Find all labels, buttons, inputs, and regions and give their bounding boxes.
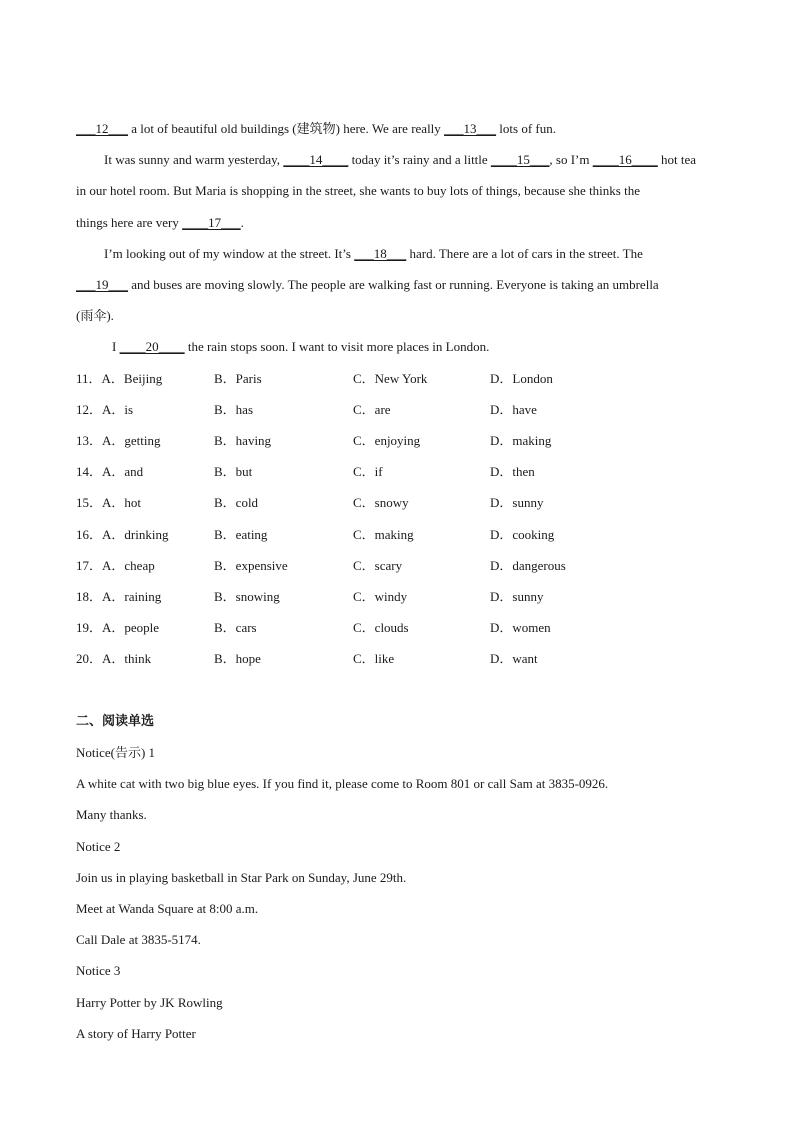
- cloze-paragraph-line: [104, 246, 643, 262]
- option-row: [76, 433, 716, 449]
- option-c[interactable]: C．windy: [353, 588, 408, 604]
- question-number-and-option-a: [76, 433, 161, 449]
- question-number: 16．: [76, 526, 103, 542]
- question-number: 19．: [76, 619, 103, 635]
- question-number-and-option-a: [76, 651, 151, 667]
- option-c[interactable]: C．making: [353, 526, 414, 542]
- passage-line: Notice(告示) 1: [76, 745, 156, 760]
- passage-line: Many thanks.: [76, 807, 147, 823]
- option-a[interactable]: A．Beijing: [101, 371, 163, 386]
- option-d[interactable]: D．making: [490, 433, 552, 449]
- cloze-paragraph-line: [104, 152, 696, 168]
- passage-line: Call Dale at 3835-5174.: [76, 932, 201, 948]
- option-b[interactable]: B．having: [214, 433, 272, 449]
- option-c[interactable]: C．scary: [353, 557, 403, 573]
- option-row: [76, 495, 716, 511]
- question-number: 20．: [76, 650, 103, 666]
- cloze-paragraph-line: (雨伞).: [76, 308, 114, 323]
- cloze-paragraph-line: [76, 215, 244, 231]
- option-b[interactable]: B．eating: [214, 526, 268, 542]
- option-d[interactable]: D．have: [490, 402, 537, 418]
- text-segment: a lot of beautiful old buildings (建筑物) here. We are really: [128, 121, 445, 136]
- question-number: 12．: [76, 402, 103, 418]
- blank-20: ____20____: [119, 339, 185, 354]
- option-row: [76, 527, 716, 543]
- text-segment: the rain stops soon. I want to visit more places in London.: [184, 339, 490, 354]
- option-d[interactable]: D．cooking: [490, 526, 555, 542]
- option-a[interactable]: A．getting: [102, 433, 161, 449]
- option-row: [76, 402, 716, 418]
- cloze-paragraph-line: [76, 277, 659, 293]
- option-c[interactable]: C．snowy: [353, 495, 409, 511]
- blank-18: ___18___: [354, 246, 407, 261]
- text-segment: lots of fun.: [496, 121, 556, 136]
- text-segment: I’m looking out of my window at the street. It’s: [104, 246, 355, 261]
- option-a[interactable]: A．hot: [102, 495, 142, 511]
- passage-line: Harry Potter by JK Rowling: [76, 994, 223, 1010]
- text-segment: I: [112, 339, 120, 354]
- text-segment: It was sunny and warm yesterday,: [104, 152, 284, 167]
- question-number: 14．: [76, 464, 103, 480]
- text-segment: today it’s rainy and a little: [348, 152, 491, 167]
- option-c[interactable]: C．are: [353, 402, 391, 418]
- blank-17: ____17___: [182, 215, 241, 230]
- blank-16: ____16____: [592, 152, 658, 167]
- option-c[interactable]: C．like: [353, 650, 395, 666]
- option-d[interactable]: D．London: [490, 371, 553, 386]
- option-d[interactable]: D．dangerous: [490, 557, 566, 573]
- text-segment: .: [240, 215, 244, 230]
- option-b[interactable]: B．hope: [214, 650, 261, 666]
- question-number-and-option-a: [76, 527, 168, 543]
- option-b[interactable]: B．snowing: [214, 588, 280, 604]
- question-number: 13．: [76, 433, 103, 449]
- option-d[interactable]: D．sunny: [490, 495, 544, 511]
- text-segment: , so I’m: [549, 152, 593, 167]
- option-b[interactable]: B．cars: [214, 619, 257, 635]
- option-row: [76, 651, 716, 667]
- option-b[interactable]: B．but: [214, 464, 253, 480]
- passage-line: A story of Harry Potter: [76, 1025, 196, 1041]
- question-number: 15．: [76, 495, 103, 511]
- question-number-and-option-a: [76, 402, 133, 418]
- option-d[interactable]: D．want: [490, 650, 538, 666]
- option-row: [76, 620, 716, 636]
- option-c[interactable]: C．if: [353, 464, 383, 480]
- question-number-and-option-a: [76, 620, 159, 636]
- option-row: [76, 558, 716, 574]
- option-a[interactable]: A．think: [102, 650, 152, 666]
- blank-12: ___12___: [76, 121, 128, 136]
- text-segment: things here are very: [76, 215, 183, 230]
- option-row: [76, 371, 716, 387]
- cloze-paragraph-line: [112, 339, 489, 355]
- question-number: 18．: [76, 588, 103, 604]
- question-number-and-option-a: [76, 558, 155, 574]
- question-number: 17．: [76, 557, 103, 573]
- text-segment: hard. There are a lot of cars in the street. The: [406, 246, 643, 261]
- option-row: [76, 464, 716, 480]
- passage-line: Notice 2: [76, 838, 121, 854]
- option-a[interactable]: A．drinking: [102, 526, 169, 542]
- option-d[interactable]: D．sunny: [490, 588, 544, 604]
- cloze-paragraph-line: [76, 121, 556, 137]
- option-c[interactable]: C．enjoying: [353, 433, 421, 449]
- text-segment: hot tea: [657, 152, 697, 167]
- option-a[interactable]: A．is: [102, 402, 134, 418]
- question-number-and-option-a: [76, 464, 143, 480]
- option-a[interactable]: A．cheap: [102, 557, 155, 573]
- option-a[interactable]: A．raining: [102, 588, 162, 604]
- option-a[interactable]: A．and: [102, 464, 144, 480]
- passage-line: Join us in playing basketball in Star Park on Sunday, June 29th.: [76, 869, 407, 885]
- option-b[interactable]: B．cold: [214, 495, 259, 511]
- option-d[interactable]: D．women: [490, 619, 551, 635]
- blank-19: ___19___: [76, 277, 128, 292]
- option-b[interactable]: B．expensive: [214, 557, 288, 573]
- question-number-and-option-a: [76, 589, 161, 605]
- passage-line: Meet at Wanda Square at 8:00 a.m.: [76, 901, 259, 916]
- option-b[interactable]: B．has: [214, 402, 254, 418]
- option-row: [76, 589, 716, 605]
- question-number: 11．: [76, 371, 102, 386]
- question-number-and-option-a: [76, 495, 141, 511]
- passage-line: A white cat with two big blue eyes. If you find it, please come to Room 801 or call Sam at 3835-0926.: [76, 776, 609, 792]
- blank-14: ____14____: [283, 152, 349, 167]
- option-b[interactable]: B．Paris: [214, 371, 262, 386]
- text-segment: and buses are moving slowly. The people are walking fast or running. Everyone is taking an umbrella: [128, 277, 659, 292]
- option-a[interactable]: A．people: [102, 619, 160, 635]
- cloze-paragraph-line: in our hotel room. But Maria is shopping in the street, she wants to buy lots of things, because she thinks the: [76, 183, 640, 198]
- question-number-and-option-a: [76, 371, 162, 387]
- passage-line: Notice 3: [76, 963, 121, 979]
- option-d[interactable]: D．then: [490, 464, 535, 480]
- blank-15: ____15___: [490, 152, 550, 167]
- section-heading: 二、阅读单选: [76, 714, 155, 729]
- blank-13: ___13___: [444, 121, 497, 136]
- option-c[interactable]: C．New York: [353, 371, 428, 386]
- option-c[interactable]: C．clouds: [353, 619, 409, 635]
